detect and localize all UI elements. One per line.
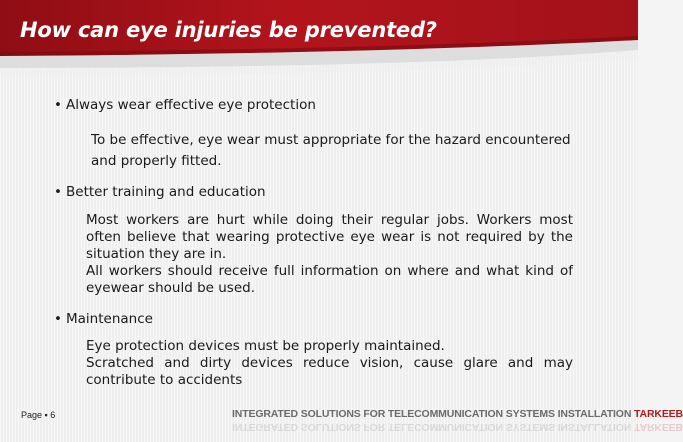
- detail-line: Eye protection devices must be properly maintained.: [86, 338, 445, 354]
- logo-reflection-text: TARKEEB: [634, 421, 683, 433]
- tagline-reflection: [232, 421, 683, 433]
- detail-line: To be effective, eye wear must appropriate for the hazard encountered: [91, 132, 571, 148]
- bullet-text: Better training and education: [66, 184, 266, 200]
- page-number: Page ▪ 6: [21, 410, 56, 420]
- tagline-reflection-text: INTEGRATED SOLUTIONS FOR TELECOMMUNICATION SYSTEMS INSTALLATION: [232, 421, 632, 433]
- detail-line: All workers should receive full information on where and what kind of eyewear should be used.: [86, 263, 573, 296]
- bullet-item: [54, 184, 266, 200]
- bullet-detail: [86, 338, 573, 389]
- bullet-dot: •: [54, 311, 62, 327]
- bullet-item: [54, 97, 316, 113]
- bullet-text: Maintenance: [66, 311, 153, 327]
- bullet-text: Always wear effective eye protection: [66, 97, 316, 113]
- bullet-item: [54, 311, 153, 327]
- bullet-detail: [86, 212, 573, 297]
- bullet-detail: [91, 130, 581, 172]
- slide-title: How can eye injuries be prevented?: [20, 18, 437, 42]
- company-tagline: [232, 408, 683, 420]
- bullet-dot: •: [54, 97, 62, 113]
- bullet-dot: •: [54, 184, 62, 200]
- company-logo-text: TARKEEB: [634, 408, 683, 420]
- detail-line: Scratched and dirty devices reduce vision, cause glare and may contribute to accidents: [86, 355, 573, 388]
- detail-line: Most workers are hurt while doing their regular jobs. Workers most often believe that wearing protective eye wear is not required by the situation they are in.: [86, 212, 573, 262]
- tagline-text: INTEGRATED SOLUTIONS FOR TELECOMMUNICATION SYSTEMS INSTALLATION: [232, 408, 632, 420]
- detail-line: and properly fitted.: [91, 153, 222, 169]
